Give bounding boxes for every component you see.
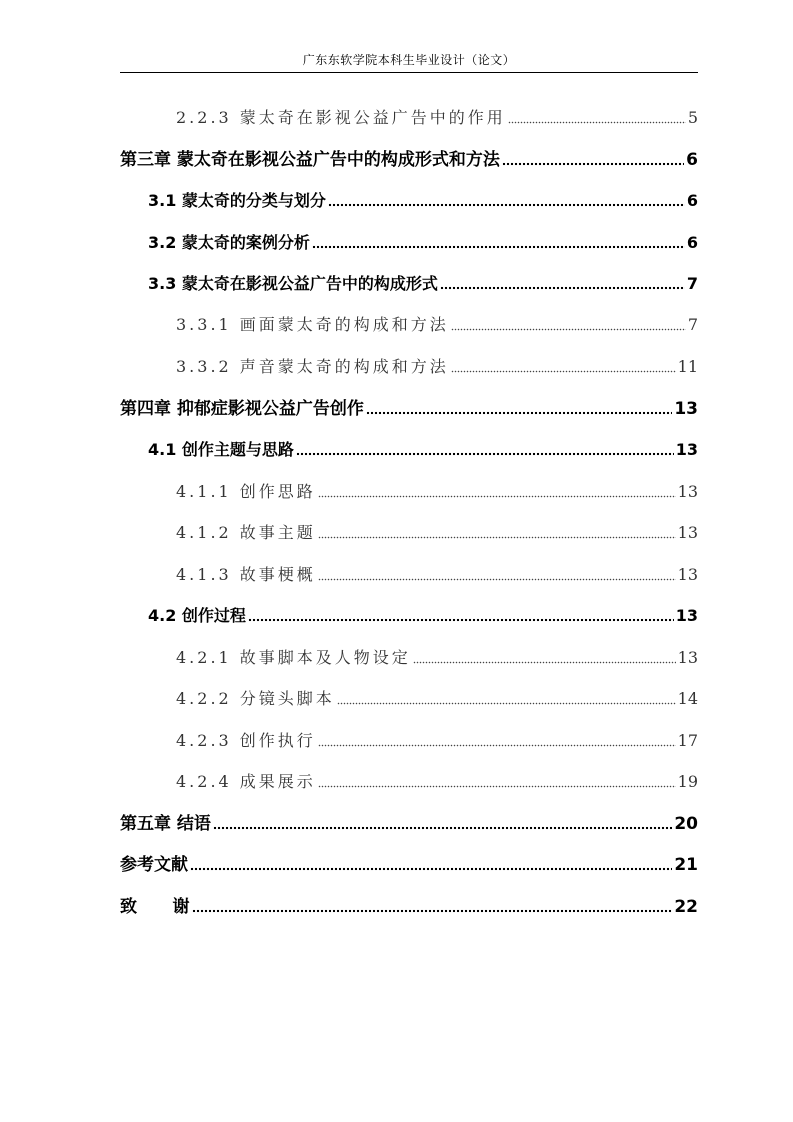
toc-entry-label: 4.1.3 故事梗概 [176, 565, 316, 584]
toc-entry-page: 13 [675, 606, 698, 625]
dot-leader [318, 494, 676, 498]
toc-entry-page: 17 [677, 731, 698, 750]
toc-entry-2-2-3[interactable] [176, 106, 698, 130]
dot-leader [248, 618, 674, 622]
toc-entry-4-1-2[interactable] [176, 521, 698, 545]
toc-entry-page: 7 [686, 274, 698, 293]
toc-entry-4-2-4[interactable] [176, 770, 698, 794]
toc-entry-3-3-2[interactable] [176, 355, 698, 379]
dot-leader [508, 120, 686, 124]
dot-leader [413, 660, 676, 664]
toc-entry-label: 4.1 创作主题与思路 [148, 440, 294, 459]
toc-entry-chapter-5[interactable] [120, 812, 698, 836]
dot-leader [451, 369, 676, 373]
dot-leader [366, 411, 672, 415]
toc-entry-page: 21 [674, 855, 698, 875]
toc-entry-label: 4.2.4 成果展示 [176, 772, 316, 791]
dot-leader [318, 577, 676, 581]
toc-entry-label: 3.2 蒙太奇的案例分析 [148, 233, 310, 252]
dot-leader [318, 743, 676, 747]
toc-entry-label: 4.2.3 创作执行 [176, 731, 316, 750]
toc-entry-label: 第三章 蒙太奇在影视公益广告中的构成形式和方法 [120, 150, 500, 170]
toc-entry-4-2-3[interactable] [176, 729, 698, 753]
toc-entry-label: 参考文献 [120, 855, 188, 875]
toc-entry-label: 第五章 结语 [120, 814, 211, 834]
toc-entry-label: 致 谢 [120, 897, 190, 917]
toc-entry-3-1[interactable] [148, 189, 698, 213]
dot-leader [440, 286, 685, 290]
toc-entry-page: 13 [675, 440, 698, 459]
toc-entry-page: 14 [677, 689, 698, 708]
toc-entry-page: 19 [677, 772, 698, 791]
toc-entry-4-2[interactable] [148, 604, 698, 628]
toc-entry-references[interactable] [120, 853, 698, 877]
toc-entry-label: 4.1.1 创作思路 [176, 482, 316, 501]
toc-entry-3-2[interactable] [148, 231, 698, 255]
dot-leader [318, 784, 676, 788]
toc-entry-label: 4.1.2 故事主题 [176, 523, 316, 542]
dot-leader [192, 909, 673, 913]
toc-entry-page: 13 [677, 482, 698, 501]
toc-entry-page: 22 [674, 897, 698, 917]
dot-leader [296, 452, 674, 456]
toc-entry-page: 13 [677, 523, 698, 542]
toc-entry-page: 13 [677, 565, 698, 584]
toc-entry-label: 2.2.3 蒙太奇在影视公益广告中的作用 [176, 108, 506, 127]
page-header: 广东东软学院本科生毕业设计（论文） [302, 53, 516, 67]
toc-entry-page: 13 [677, 648, 698, 667]
toc-entry-3-3[interactable] [148, 272, 698, 296]
toc-entry-page: 6 [686, 233, 698, 252]
toc-entry-label: 4.2.1 故事脚本及人物设定 [176, 648, 411, 667]
toc-entry-page: 11 [677, 357, 698, 376]
toc-entry-page: 6 [686, 191, 698, 210]
toc-entry-4-1-3[interactable] [176, 563, 698, 587]
dot-leader [312, 245, 685, 249]
toc-entry-label: 第四章 抑郁症影视公益广告创作 [120, 399, 364, 419]
toc-entry-page: 7 [687, 315, 698, 334]
toc-entry-page: 20 [674, 814, 698, 834]
toc-entry-page: 13 [674, 399, 698, 419]
toc-entry-chapter-3[interactable] [120, 148, 698, 172]
toc-entry-label: 4.2 创作过程 [148, 606, 246, 625]
toc-entry-label: 4.2.2 分镜头脚本 [176, 689, 335, 708]
dot-leader [502, 162, 684, 166]
dot-leader [213, 826, 672, 830]
toc-entry-4-2-2[interactable] [176, 687, 698, 711]
toc-entry-page: 5 [687, 108, 698, 127]
toc-entry-label: 3.3.2 声音蒙太奇的构成和方法 [176, 357, 449, 376]
toc-entry-4-1-1[interactable] [176, 480, 698, 504]
dot-leader [451, 327, 686, 331]
toc-entry-acknowledgements[interactable] [120, 895, 698, 919]
dot-leader [318, 535, 676, 539]
dot-leader [190, 867, 672, 871]
toc-entry-label: 3.3 蒙太奇在影视公益广告中的构成形式 [148, 274, 438, 293]
toc-entry-chapter-4[interactable] [120, 397, 698, 421]
toc-entry-label: 3.1 蒙太奇的分类与划分 [148, 191, 326, 210]
toc-entry-label: 3.3.1 画面蒙太奇的构成和方法 [176, 315, 449, 334]
toc-entry-4-1[interactable] [148, 438, 698, 462]
toc-entry-page: 6 [686, 150, 698, 170]
dot-leader [328, 203, 685, 207]
dot-leader [337, 701, 676, 705]
toc-entry-3-3-1[interactable] [176, 313, 698, 337]
toc-entry-4-2-1[interactable] [176, 646, 698, 670]
